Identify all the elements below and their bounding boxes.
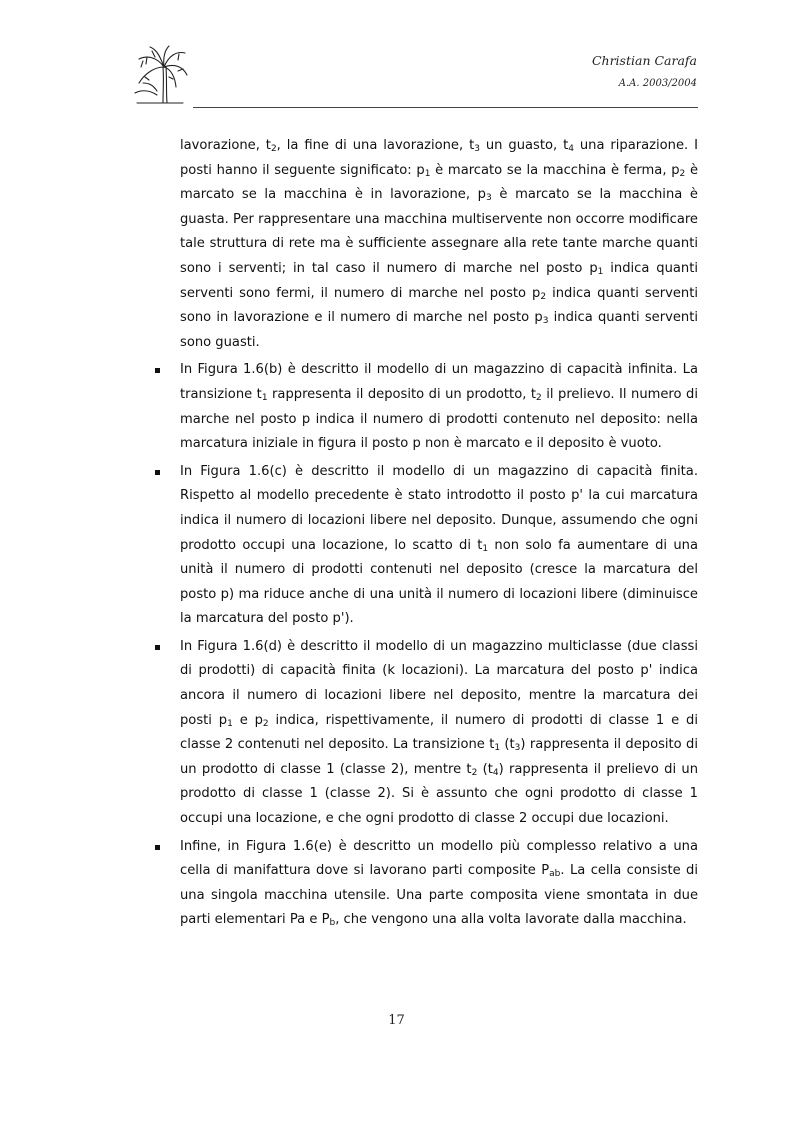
document-body [180, 134, 698, 933]
paragraph-figure-b: In Figura 1.6(b) è descritto il modello di un magazzino di capacità infinita. La transizione $t_1$ rappresenta il deposito di un prodotto, $t_2$ il prelievo. Il numero di marche nel posto p indica il numero di prodotti contenuto nel deposito: nella marcatura iniziale in figura il posto p non è marcato e il deposito è vuoto. [180, 362, 698, 452]
palm-tree-icon [133, 45, 188, 105]
page-number: 17 [388, 1013, 405, 1028]
bullet-icon [155, 470, 160, 475]
list-item [180, 835, 698, 933]
paragraph-figure-e: Infine, in Figura 1.6(e) è descritto un modello più complesso relativo a una cella di manifattura dove si lavorano parti composite $P_{ab}$. La cella consiste di una singola macchina utensile. Una parte composita viene smontata in due parti elementari Pa e $P_b$, che vengono una alla volta lavorate dalla macchina. [180, 838, 698, 929]
bullet-icon [155, 645, 160, 650]
bullet-icon [155, 845, 160, 850]
list-item [180, 358, 698, 456]
paragraph-figure-c: In Figura 1.6(c) è descritto il modello di un magazzino di capacità finita. Rispetto al modello precedente è stato introdotto il posto p' la cui marcatura indica il numero di locazioni libere nel deposito. Dunque, assumendo che ogni prodotto occupi una locazione, lo scatto di $t_1$ non solo fa aumentare di una unità il numero di prodotti contenuti nel deposito (cresce la marcatura del posto p) ma riduce anche di una unità il numero di locazioni libere (diminuisce la marcatura del posto p'). [180, 463, 698, 627]
header-divider [193, 107, 698, 108]
header-author: Christian Carafa [591, 53, 697, 68]
header-year: A.A. 2003/2004 [618, 78, 697, 89]
paragraph-figure-d: In Figura 1.6(d) è descritto il modello di un magazzino multiclasse (due classi di prodotti) di capacità finita (k locazioni). La marcatura del posto p' indica ancora il numero di locazioni libere nel deposito, mentre la marcatura dei posti $p_1$ e $p_2$ indica, rispettivamente, il numero di prodotti di classe 1 e di classe 2 contenuti nel deposito. La transizione $t_1$ $(t_3)$ rappresenta il deposito di un prodotto di classe 1 (classe 2), mentre $t_2$ $(t_4)$ rappresenta il prelievo di un prodotto di classe 1 (classe 2). Si è assunto che ogni prodotto di classe 1 occupi una locazione, e che ogni prodotto di classe 2 occupi due locazioni. [180, 638, 698, 827]
bullet-icon [155, 368, 160, 373]
paragraph-continuation: lavorazione, $t_2$, la fine di una lavorazione, $t_3$ un guasto, $t_4$ una riparazione. I posti hanno il seguente significato: $p_1$ è marcato se la macchina è ferma, $p_2$ è marcato se la macchina è in lavorazione, $p_3$ è marcato se la macchina è guasta. Per rappresentare una macchina multiservente non occorre modificare tale struttura di rete ma è sufficiente assegnare alla rete tante marche quanti sono i serventi; in tal caso il numero di marche nel posto $p_1$ indica quanti serventi sono fermi, il numero di marche nel posto $p_2$ indica quanti serventi sono in lavorazione e il numero di marche nel posto $p_3$ indica quanti serventi sono guasti. [180, 138, 699, 350]
list-item [180, 460, 698, 632]
list-item [180, 635, 698, 832]
